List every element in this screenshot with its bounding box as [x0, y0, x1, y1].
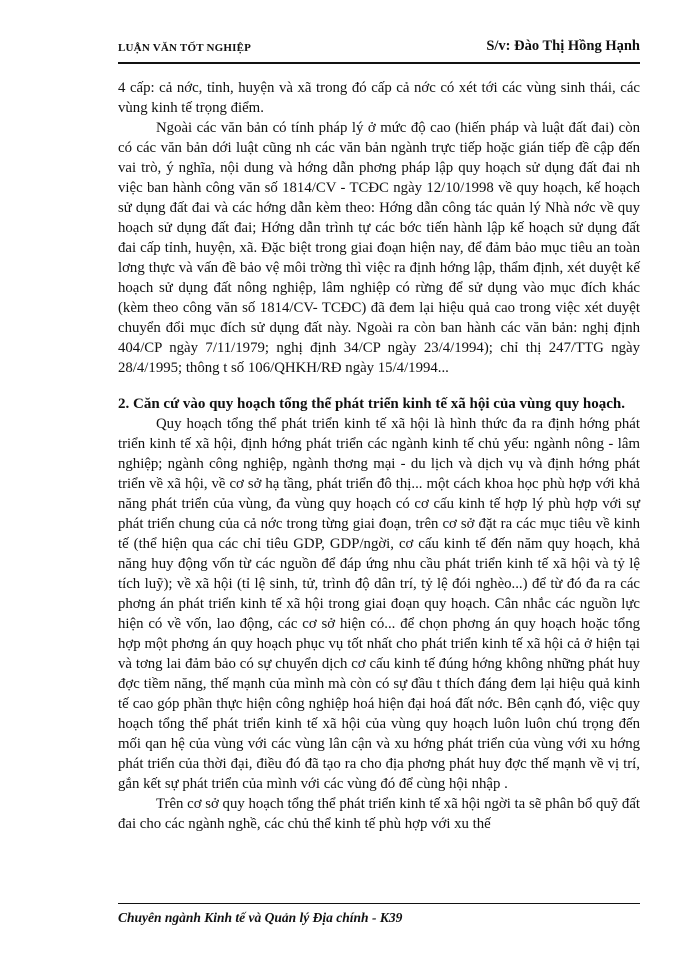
page-footer: Chuyên ngành Kinh tế và Quản lý Địa chính - K39 — [118, 910, 403, 925]
footer-divider — [118, 903, 640, 904]
page-header — [118, 38, 640, 62]
section-heading: 2. Căn cứ vào quy hoạch tổng thể phát triển kinh tế xã hội của vùng quy hoạch. — [118, 396, 626, 412]
student-name: S/v: Đào Thị Hồng Hạnh — [486, 38, 640, 54]
paragraph-1: 4 cấp: cả nớc, tỉnh, huyện và xã trong đó cấp cả nớc có xét tới các vùng sinh thái, các vùng kinh tế trọng điểm. — [118, 80, 640, 116]
paragraph-4: Trên cơ sở quy hoạch tổng thể phát triển kinh tế xã hội ngời ta sẽ phân bổ quỹ đất đai cho các ngành nghề, các chủ thể kinh tế phù hợp với xu thế — [118, 796, 640, 832]
header-divider — [118, 62, 640, 64]
paragraph-2: Ngoài các văn bản có tính pháp lý ở mức độ cao (hiến pháp và luật đất đai) còn có các văn bản dới luật cũng nh các văn bản ngành trực tiếp hoặc gián tiếp đề cập đến vai trò, ý nghĩa, nội dung và hớng dẫn phơng pháp lập quy hoạch sử dụng đất đai nh việc ban hành công văn số 1814/CV - TCĐC ngày 12/10/1998 về quy hoạch, kế hoạch sử dụng đất đai và các hớng dẫn kèm theo: Hớng dẫn công tác quản lý Nhà nớc về quy hoạch sử dụng đất đai; Hớng dẫn trình tự các bớc tiến hành lập kế hoạch sử dụng đất đai cấp tỉnh, huyện, xã. Đặc biệt trong giai đoạn hiện nay, để đảm bảo mục tiêu an toàn lơng thực và vấn đề bảo vệ môi trờng thì việc ra định hớng lập, thẩm định, xét duyệt kế hoạch sử dụng đất nông nghiệp, lâm nghiệp có rừng để sử dụng vào mục đích khác (kèm theo công văn số 1814/CV- TCĐC) đã đem lại hiệu quả cao trong việc xét duyệt chuyển đổi mục đích sử dụng đất này. Ngoài ra còn ban hành các văn bản: nghị định 404/CP ngày 7/11/1979; nghị định 34/CP ngày 23/4/1994); chỉ thị 247/TTG ngày 28/4/1995; thông t số 106/QHKH/RĐ ngày 15/4/1994... — [118, 120, 640, 376]
thesis-label: LUẬN VĂN TỐT NGHIỆP — [118, 42, 252, 54]
document-body — [118, 78, 640, 834]
paragraph-gap — [118, 378, 640, 394]
paragraph-3: Quy hoạch tổng thể phát triển kinh tế xã hội là hình thức đa ra định hớng phát triển kinh tế xã hội, định hớng phát triển các ngành kinh tế chủ yếu: ngành nông - lâm nghiệp; ngành công nghiệp, ngành thơng mại - du lịch và dịch vụ và định hớng phát triển về xã hội, về cơ sở hạ tầng, phát triển đô thị... một cách khoa học phù hợp với khả năng phát triển của vùng, đa vùng quy hoạch có cơ cấu kinh tế hợp lý phù hợp với sự phát triển chung của cả nớc trong từng giai đoạn, trên cơ sở đặt ra các mục tiêu về kinh tế (thể hiện qua các chỉ tiêu GDP, GDP/ngời, cơ cấu kinh tế đến năm quy hoạch, khả năng huy động vốn từ các nguồn để đáp ứng nhu cầu phát triển kinh tế xã hội và tỷ lệ tích luỹ); về xã hội (tỉ lệ sinh, tử, trình độ dân trí, tỷ lệ đói nghèo...) để từ đó đa ra các phơng án phát triển kinh tế xã hội trong giai đoạn quy hoạch. Cân nhắc các nguồn lực hiện có về vốn, lao động, các cơ sở hiện có... để chọn phơng án quy hoạch hoặc tổng hợp một phơng án quy hoạch phục vụ tốt nhất cho phát triển kinh tế xã hội cả ở hiện tại và tơng lai đảm bảo có sự chuyển dịch cơ cấu kinh tế đúng hớng không những phát huy đợc tiềm năng, thế mạnh của mình mà còn có sự đầu t thích đáng đem lại hiệu quả kinh tế cao góp phần thực hiện công nghiệp hoá hiện đại hoá đất nớc. Bên cạnh đó, việc quy hoạch tổng thể phát triển kinh tế xã hội của vùng quy hoạch luôn luôn chú trọng đến mối qan hệ của vùng với các vùng lân cận và xu hớng phát triển của vùng với xu hớng phát triển của thời đại, điều đó đã tạo ra cho địa phơng phát huy đợc thế mạnh về vị trí, gắn kết sự phát triển của mình với các vùng đó để cùng hội nhập . — [118, 416, 640, 792]
